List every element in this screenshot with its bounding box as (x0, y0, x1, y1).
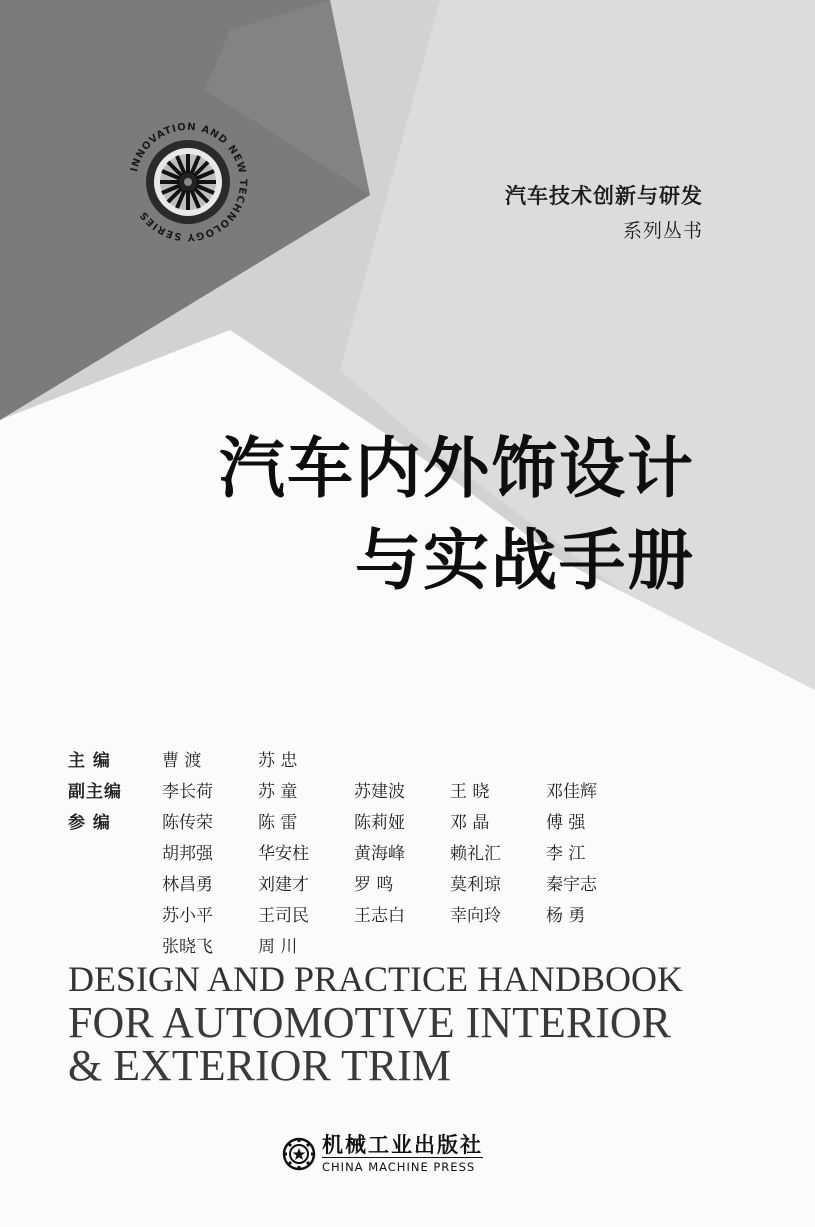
contributor-name: 王志白 (354, 906, 405, 926)
publisher-mark (282, 1133, 483, 1174)
contributor-name: 陈莉娅 (354, 813, 405, 833)
logo-ring-text: INNOVATION AND NEW TECHNOLOGY SERIES (129, 121, 249, 243)
contributor-name: 华安柱 (258, 844, 309, 864)
contributor-name: 李 江 (546, 844, 586, 864)
contributor-name: 周 川 (258, 937, 298, 957)
contributor-name: 傅 强 (546, 813, 586, 833)
series-title: 汽车技术创新与研发 (505, 184, 703, 208)
book-title-line1: 汽车内外饰设计 (219, 430, 695, 507)
publisher-name (322, 1133, 483, 1174)
editor-name: 曹 渡 (162, 751, 202, 771)
contributor-name: 刘建才 (258, 875, 309, 895)
english-title-line1: DESIGN AND PRACTICE HANDBOOK (68, 959, 684, 999)
editor-name: 李长荷 (162, 782, 213, 802)
contributor-name: 王司民 (258, 906, 309, 926)
contributor-name: 黄海峰 (354, 844, 405, 864)
chief-editor-row (68, 743, 642, 774)
contributor-name: 莫利琼 (450, 875, 501, 895)
deputy-editor-label: 副主编 (68, 782, 122, 802)
contributor-name: 张晓飞 (162, 937, 213, 957)
editor-name: 王 晓 (450, 782, 490, 802)
publisher-name-en: CHINA MACHINE PRESS (322, 1160, 476, 1174)
contributor-name: 林昌勇 (162, 875, 213, 895)
contributor-row (68, 805, 642, 836)
contributor-row (68, 836, 642, 867)
series-subtitle: 系列丛书 (622, 220, 703, 242)
editor-name: 苏 童 (258, 782, 298, 802)
contributor-row (68, 867, 642, 898)
credits-block (68, 743, 642, 960)
book-title-line2: 与实战手册 (355, 522, 695, 599)
publisher-name-cn: 机械工业出版社 (322, 1133, 483, 1157)
deputy-editor-row (68, 774, 642, 805)
publisher-emblem-icon (282, 1137, 316, 1171)
contributor-row (68, 898, 642, 929)
contributor-name: 杨 勇 (546, 906, 586, 926)
contributor-name: 苏小平 (162, 906, 213, 926)
english-title-line3: & EXTERIOR TRIM (68, 1041, 451, 1090)
contributor-name: 罗 鸣 (354, 875, 394, 895)
contributor-name: 胡邦强 (162, 844, 213, 864)
contributor-name: 陈 雷 (258, 813, 298, 833)
contributor-name: 秦宇志 (546, 875, 597, 895)
contributor-label: 参 编 (68, 813, 111, 833)
contributor-name: 赖礼汇 (450, 844, 501, 864)
series-logo (118, 112, 258, 252)
editor-name: 苏 忠 (258, 751, 298, 771)
contributor-row (68, 929, 642, 960)
contributor-name: 陈传荣 (162, 813, 213, 833)
chief-editor-label: 主 编 (68, 751, 111, 771)
editor-name: 邓佳辉 (546, 782, 597, 802)
english-title-line2: FOR AUTOMOTIVE INTERIOR (68, 998, 671, 1047)
contributor-name: 幸向玲 (450, 906, 501, 926)
contributor-name: 邓 晶 (450, 813, 490, 833)
editor-name: 苏建波 (354, 782, 405, 802)
